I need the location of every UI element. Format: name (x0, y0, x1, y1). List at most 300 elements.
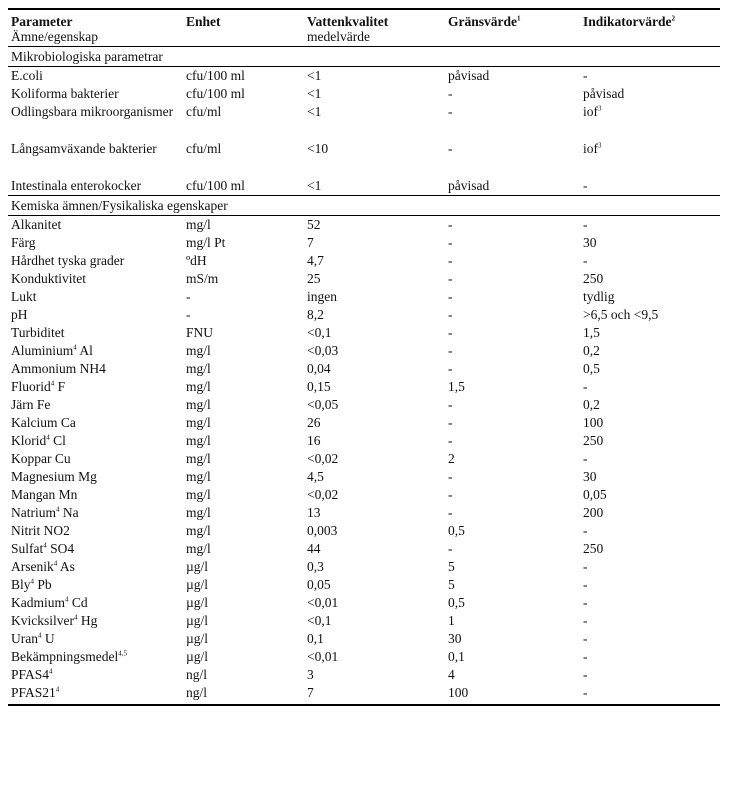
parameter-symbol: Cl (49, 433, 66, 448)
indicator-value: - (583, 178, 588, 193)
cell-quality: 52 (307, 217, 321, 232)
table-row (8, 432, 720, 450)
cell-limit: 2 (448, 451, 455, 466)
parameter-symbol: Pb (34, 577, 52, 592)
cell-quality: <0,05 (307, 397, 339, 412)
cell-limit: 30 (448, 631, 462, 646)
parameter-footnote: 4,5 (118, 649, 127, 658)
cell-unit: µg/l (186, 631, 209, 646)
cell-indicator (580, 684, 720, 705)
indicator-value: >6,5 och <9,5 (583, 307, 659, 322)
parameter-footnote: 4 (49, 667, 53, 676)
header-quality-label: Vattenkvalitet (307, 14, 389, 29)
cell-unit: cfu/100 ml (186, 86, 245, 101)
cell-quality: <0,1 (307, 613, 332, 628)
parameter-name: Nitrit NO2 (11, 523, 70, 538)
cell-indicator (580, 378, 720, 396)
indicator-value: påvisad (583, 86, 625, 101)
indicator-value: - (583, 379, 588, 394)
cell-limit: - (448, 343, 453, 358)
cell-limit: - (448, 487, 453, 502)
cell-indicator (580, 432, 720, 450)
cell-quality: 26 (307, 415, 321, 430)
parameter-name: Intestinala enterokocker (11, 178, 142, 193)
cell-limit: - (448, 104, 453, 119)
parameter-name: Konduktivitet (11, 271, 86, 286)
table-row (8, 216, 720, 235)
parameter-name: Magnesium Mg (11, 469, 97, 484)
cell-unit: mg/l (186, 487, 211, 502)
cell-limit: 5 (448, 577, 455, 592)
table-row (8, 666, 720, 684)
cell-quality: ingen (307, 289, 337, 304)
parameter-name: Lukt (11, 289, 37, 304)
cell-indicator (580, 306, 720, 324)
cell-indicator (580, 396, 720, 414)
cell-quality: <1 (307, 178, 322, 193)
cell-limit: - (448, 289, 453, 304)
cell-unit: mg/l (186, 217, 211, 232)
cell-unit: cfu/ml (186, 104, 222, 119)
cell-quality: <0,1 (307, 325, 332, 340)
parameter-name: Odlingsbara mikroorganismer (11, 104, 174, 119)
table-row (8, 558, 720, 576)
cell-limit: - (448, 307, 453, 322)
table-row (8, 612, 720, 630)
parameter-name: Mangan Mn (11, 487, 78, 502)
cell-quality: 4,7 (307, 253, 324, 268)
cell-quality: 13 (307, 505, 321, 520)
indicator-value: iof (583, 104, 598, 119)
indicator-value: 250 (583, 433, 604, 448)
indicator-value: 100 (583, 415, 604, 430)
cell-indicator (580, 666, 720, 684)
cell-quality: <0,03 (307, 343, 339, 358)
cell-parameter (8, 140, 183, 177)
cell-limit: - (448, 415, 453, 430)
cell-parameter (8, 360, 183, 378)
parameter-symbol: F (54, 379, 66, 394)
cell-parameter (8, 630, 183, 648)
cell-quality: 4,5 (307, 469, 324, 484)
parameter-name: Fluorid (11, 379, 51, 394)
cell-limit: - (448, 253, 453, 268)
cell-unit: mS/m (186, 271, 219, 286)
parameter-name: Kadmium (11, 595, 65, 610)
table-row (8, 576, 720, 594)
parameter-footnote: 4 (56, 505, 60, 514)
indicator-value: 200 (583, 505, 604, 520)
cell-parameter (8, 270, 183, 288)
cell-indicator (580, 140, 720, 177)
cell-quality: 8,2 (307, 307, 324, 322)
indicator-value: - (583, 649, 588, 664)
indicator-value: - (583, 685, 588, 700)
parameter-name: Uran (11, 631, 38, 646)
indicator-value: 250 (583, 541, 604, 556)
cell-parameter (8, 540, 183, 558)
table-row (8, 288, 720, 306)
cell-parameter (8, 576, 183, 594)
table-row (8, 504, 720, 522)
cell-parameter (8, 216, 183, 235)
header-parameter-sub: Ämne/egenskap (11, 29, 98, 44)
cell-limit: - (448, 505, 453, 520)
cell-unit: mg/l (186, 523, 211, 538)
indicator-value: 0,2 (583, 343, 600, 358)
cell-unit: µg/l (186, 595, 209, 610)
section-row (8, 47, 720, 67)
header-parameter-label: Parameter (11, 14, 73, 29)
table-row (8, 684, 720, 705)
cell-limit: - (448, 469, 453, 484)
section-title: Mikrobiologiska parametrar (8, 47, 720, 67)
cell-quality: <0,02 (307, 451, 339, 466)
parameter-name: pH (11, 307, 28, 322)
table-row (8, 540, 720, 558)
parameter-name: Hårdhet tyska grader (11, 253, 125, 268)
cell-limit: - (448, 217, 453, 232)
cell-limit: påvisad (448, 68, 490, 83)
cell-indicator (580, 103, 720, 140)
cell-parameter (8, 522, 183, 540)
cell-unit: mg/l (186, 361, 211, 376)
cell-parameter (8, 177, 183, 196)
header-indicator (580, 9, 720, 47)
parameter-symbol: As (57, 559, 75, 574)
cell-indicator (580, 252, 720, 270)
indicator-footnote: 3 (598, 141, 602, 150)
cell-parameter (8, 414, 183, 432)
cell-unit: ng/l (186, 667, 208, 682)
cell-indicator (580, 288, 720, 306)
cell-indicator (580, 414, 720, 432)
indicator-value: - (583, 613, 588, 628)
header-limit (445, 9, 580, 47)
parameter-name: Turbiditet (11, 325, 65, 340)
cell-unit: cfu/ml (186, 141, 222, 156)
cell-indicator (580, 216, 720, 235)
cell-quality: 0,3 (307, 559, 324, 574)
parameter-footnote: 4 (74, 613, 78, 622)
cell-limit: - (448, 433, 453, 448)
cell-limit: 0,1 (448, 649, 465, 664)
cell-unit: mg/l (186, 433, 211, 448)
cell-indicator (580, 540, 720, 558)
cell-quality: <1 (307, 86, 322, 101)
cell-indicator (580, 594, 720, 612)
cell-indicator (580, 576, 720, 594)
cell-parameter (8, 234, 183, 252)
cell-parameter (8, 342, 183, 360)
cell-limit: 5 (448, 559, 455, 574)
cell-quality: 7 (307, 235, 314, 250)
table-row (8, 252, 720, 270)
cell-parameter (8, 288, 183, 306)
cell-quality: 0,003 (307, 523, 338, 538)
header-limit-wrap (448, 14, 580, 29)
cell-indicator (580, 558, 720, 576)
table-row (8, 85, 720, 103)
indicator-value: 0,2 (583, 397, 600, 412)
parameter-name: Färg (11, 235, 36, 250)
table-row (8, 396, 720, 414)
cell-limit: 1,5 (448, 379, 465, 394)
parameter-symbol: Hg (77, 613, 98, 628)
cell-limit: - (448, 271, 453, 286)
cell-quality: 25 (307, 271, 321, 286)
cell-unit: µg/l (186, 613, 209, 628)
parameter-footnote: 4 (38, 631, 42, 640)
parameter-footnote: 4 (30, 577, 35, 586)
indicator-footnote: 3 (598, 104, 602, 113)
table-row (8, 324, 720, 342)
cell-indicator (580, 360, 720, 378)
table-body (8, 47, 720, 706)
parameter-symbol: SO4 (46, 541, 75, 556)
cell-quality: <10 (307, 141, 329, 156)
parameter-footnote: 4 (46, 433, 50, 442)
cell-parameter (8, 558, 183, 576)
cell-parameter (8, 103, 183, 140)
cell-limit: 0,5 (448, 523, 465, 538)
cell-indicator (580, 612, 720, 630)
cell-indicator (580, 504, 720, 522)
parameter-name: Klorid (11, 433, 47, 448)
parameter-footnote: 4 (73, 343, 77, 352)
indicator-value: - (583, 667, 588, 682)
indicator-value: - (583, 451, 588, 466)
cell-limit: 0,5 (448, 595, 465, 610)
parameter-footnote: 4 (65, 595, 69, 604)
water-quality-table (8, 8, 720, 706)
parameter-name: Långsamväxande bakterier (11, 141, 157, 156)
cell-parameter (8, 85, 183, 103)
cell-quality: <1 (307, 104, 322, 119)
header-indicator-wrap (583, 14, 720, 29)
cell-quality: 16 (307, 433, 321, 448)
cell-unit: mg/l (186, 505, 211, 520)
table-row (8, 360, 720, 378)
table-row (8, 648, 720, 666)
header-limit-footnote: 1 (517, 14, 521, 23)
cell-parameter (8, 306, 183, 324)
cell-limit: 100 (448, 685, 469, 700)
table-row (8, 342, 720, 360)
indicator-value: 30 (583, 235, 597, 250)
parameter-footnote: 4 (50, 379, 55, 388)
parameter-name: PFAS4 (11, 667, 50, 682)
parameter-name: Aluminium (11, 343, 74, 358)
table-row (8, 594, 720, 612)
header-limit-label: Gränsvärde (448, 14, 517, 29)
header-quality-sub: medelvärde (307, 29, 370, 44)
cell-quality: 0,1 (307, 631, 324, 646)
header-unit (183, 9, 304, 47)
cell-limit: - (448, 235, 453, 250)
cell-indicator (580, 177, 720, 196)
cell-parameter (8, 666, 183, 684)
cell-parameter (8, 504, 183, 522)
parameter-name: Koliforma bakterier (11, 86, 119, 101)
table-row (8, 630, 720, 648)
indicator-value: - (583, 523, 588, 538)
cell-quality: 7 (307, 685, 314, 700)
cell-parameter (8, 648, 183, 666)
cell-indicator (580, 648, 720, 666)
table-row (8, 486, 720, 504)
cell-unit: mg/l (186, 451, 211, 466)
cell-unit: mg/l (186, 343, 211, 358)
indicator-value: - (583, 631, 588, 646)
table-row (8, 177, 720, 196)
indicator-value: 0,5 (583, 361, 600, 376)
indicator-value: - (583, 595, 588, 610)
cell-parameter (8, 468, 183, 486)
cell-quality: 3 (307, 667, 314, 682)
cell-limit: - (448, 86, 453, 101)
parameter-name: E.coli (11, 68, 43, 83)
cell-parameter (8, 324, 183, 342)
section-row (8, 196, 720, 216)
parameter-symbol: Na (59, 505, 79, 520)
cell-indicator (580, 486, 720, 504)
parameter-name: Bekämpningsmedel (11, 649, 119, 664)
cell-unit: mg/l (186, 541, 211, 556)
header-row (8, 9, 720, 47)
indicator-value: 30 (583, 469, 597, 484)
cell-unit: mg/l (186, 397, 211, 412)
parameter-footnote: 4 (43, 541, 47, 550)
parameter-name: Sulfat (11, 541, 44, 556)
cell-unit: mg/l (186, 379, 211, 394)
parameter-name: Kalcium Ca (11, 415, 76, 430)
table-row (8, 234, 720, 252)
header-indicator-footnote: 2 (671, 14, 676, 23)
indicator-value: iof (583, 141, 598, 156)
parameter-footnote: 4 (53, 559, 58, 568)
cell-unit: - (186, 307, 191, 322)
cell-quality: 0,04 (307, 361, 331, 376)
cell-unit: ng/l (186, 685, 208, 700)
table-row (8, 450, 720, 468)
cell-indicator (580, 85, 720, 103)
parameter-symbol: Cd (68, 595, 88, 610)
cell-unit: cfu/100 ml (186, 178, 245, 193)
cell-indicator (580, 630, 720, 648)
header-quality (304, 9, 445, 47)
cell-parameter (8, 378, 183, 396)
parameter-name: Natrium (11, 505, 56, 520)
cell-unit: µg/l (186, 559, 209, 574)
cell-limit: - (448, 397, 453, 412)
indicator-value: 1,5 (583, 325, 600, 340)
cell-indicator (580, 67, 720, 86)
cell-unit: FNU (186, 325, 214, 340)
table-header (8, 9, 720, 47)
cell-quality: 0,15 (307, 379, 331, 394)
cell-parameter (8, 450, 183, 468)
parameter-footnote: 4 (55, 685, 60, 694)
parameter-name: Järn Fe (11, 397, 51, 412)
header-indicator-label: Indikatorvärde (583, 14, 672, 29)
cell-quality: <0,01 (307, 649, 339, 664)
cell-parameter (8, 612, 183, 630)
cell-unit: µg/l (186, 577, 209, 592)
cell-unit: mg/l (186, 415, 211, 430)
cell-parameter (8, 684, 183, 705)
table-row (8, 522, 720, 540)
indicator-value: - (583, 559, 588, 574)
indicator-value: - (583, 577, 588, 592)
cell-quality: 0,05 (307, 577, 331, 592)
indicator-value: 250 (583, 271, 604, 286)
parameter-symbol: U (41, 631, 55, 646)
parameter-name: Arsenik (11, 559, 54, 574)
cell-limit: - (448, 325, 453, 340)
water-quality-document (8, 8, 720, 706)
table-row (8, 67, 720, 86)
cell-limit: - (448, 361, 453, 376)
indicator-value: 0,05 (583, 487, 607, 502)
cell-indicator (580, 324, 720, 342)
header-unit-label: Enhet (186, 14, 221, 29)
cell-limit: - (448, 541, 453, 556)
cell-indicator (580, 342, 720, 360)
cell-limit: påvisad (448, 178, 490, 193)
section-title: Kemiska ämnen/Fysikaliska egenskaper (8, 196, 720, 216)
cell-indicator (580, 522, 720, 540)
table-row (8, 140, 720, 177)
cell-indicator (580, 234, 720, 252)
cell-parameter (8, 486, 183, 504)
cell-indicator (580, 468, 720, 486)
parameter-name: Bly (11, 577, 31, 592)
cell-quality: <0,01 (307, 595, 339, 610)
cell-quality: 44 (307, 541, 321, 556)
table-row (8, 270, 720, 288)
cell-unit: cfu/100 ml (186, 68, 245, 83)
cell-limit: - (448, 141, 453, 156)
cell-unit: ºdH (186, 253, 207, 268)
cell-unit: mg/l (186, 469, 211, 484)
indicator-value: - (583, 68, 588, 83)
cell-quality: <1 (307, 68, 322, 83)
table-row (8, 378, 720, 396)
parameter-name: Koppar Cu (11, 451, 71, 466)
indicator-value: - (583, 217, 588, 232)
parameter-symbol: Al (76, 343, 93, 358)
cell-limit: 1 (448, 613, 455, 628)
cell-unit: µg/l (186, 649, 209, 664)
cell-unit: mg/l Pt (186, 235, 226, 250)
cell-parameter (8, 396, 183, 414)
parameter-name: Ammonium NH4 (11, 361, 106, 376)
cell-indicator (580, 450, 720, 468)
cell-limit: 4 (448, 667, 455, 682)
cell-parameter (8, 67, 183, 86)
cell-parameter (8, 594, 183, 612)
parameter-name: Kvicksilver (11, 613, 74, 628)
table-row (8, 414, 720, 432)
header-parameter (8, 9, 183, 47)
table-row (8, 103, 720, 140)
cell-quality: <0,02 (307, 487, 339, 502)
cell-indicator (580, 270, 720, 288)
table-row (8, 468, 720, 486)
indicator-value: - (583, 253, 588, 268)
parameter-name: PFAS21 (11, 685, 56, 700)
